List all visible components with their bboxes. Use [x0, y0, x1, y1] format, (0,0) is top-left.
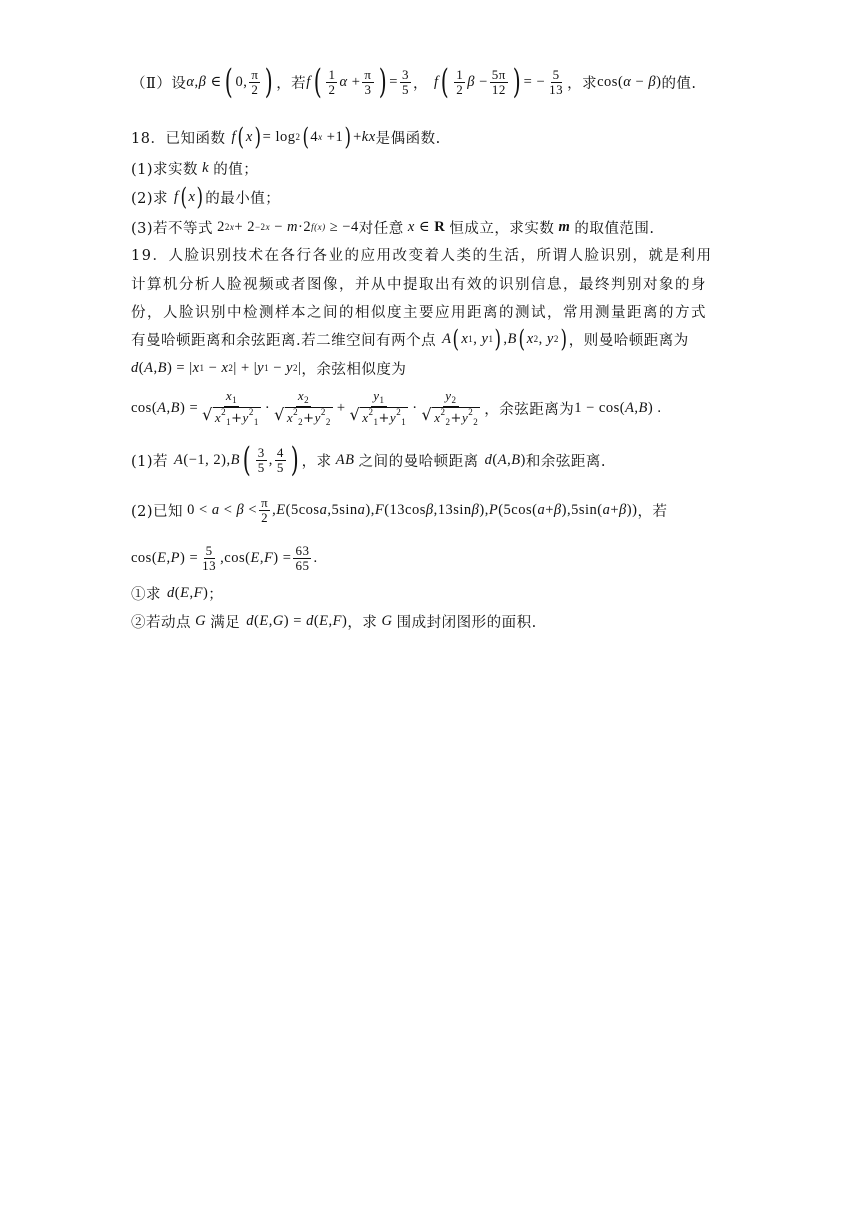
question-18-stem: 18．已知函数 f ( x ) = log 2 ( 4 x +1 ) + kx 是偶函数. — [131, 123, 441, 151]
question-19-line-2 — [131, 270, 731, 296]
question-19-cosine-formula: cos( A , B ) = $x_1$ √ $x^2_1+y^2_1$ · $x_2$ √ $x^2_2+y^2_2$ + $y_1$ √ $x^2_1+y^2_1$ · $y_2$ √ $x^2_2+y^2_2$ ，余弦距离为 1 − cos( A , B ) . — [131, 388, 662, 427]
q19-p1: (1)若 — [131, 453, 169, 470]
q18-stem-a: 18．已知函数 — [131, 130, 226, 147]
question-18-part-2: (2)求 f ( x ) 的最小值； — [131, 183, 281, 211]
q18-p3: (3)若不等式 — [131, 220, 214, 237]
q19-p1-b: ，求 — [301, 453, 332, 470]
q19-line6-b: ，余弦距离为 — [484, 401, 575, 418]
q18-stem-b: 是偶函数. — [375, 130, 441, 147]
q18-p3-c: 恒成立，求实数 — [449, 220, 555, 237]
q18-p2-b: 的最小值； — [205, 190, 281, 207]
question-19-part-1: (1)若 A (−1, 2), B ( $\frac{3}{5}$ , $\frac{4}{5}$ ) ，求 AB 之间的曼哈顿距离 d ( A , B ) 和余弦距离. — [131, 440, 606, 480]
question-18-part-3: (3)若不等式 2 2x + 2 −2x − m ·2 f(x) ≥ −4 对任意 x ∈ R 恒成立，求实数 m 的取值范围. — [131, 218, 655, 237]
q18-p3-d: 的取值范围. — [574, 220, 655, 237]
q19-p1-c: 之间的曼哈顿距离 — [358, 453, 479, 470]
q19-line5-b: ，余弦相似度为 — [301, 361, 407, 378]
q19-line2: 计算机分析人脸视频或者图像，并从中提取出有效的识别信息，最终判别对象的身 — [131, 276, 707, 293]
q18-p1: (1)求实数 — [131, 161, 199, 178]
q19-sub1: ①求 — [131, 586, 161, 603]
question-19-sub-1: ①求 d ( E , F ) ； — [131, 584, 224, 603]
question-19-part-2: (2)已知 0 < a < β < $\frac{\pi}{2}$ , E (5cos a ,5sin a ), F (13cos β ,13sin β ), P (5cos( a + β ),5sin( a + β )) ，若 — [131, 494, 668, 525]
question-19-line-5: d ( A , B ) = | x 1 − x 2 | + | y 1 − y 2 | ，余弦相似度为 — [131, 359, 407, 378]
question-19-line-3 — [131, 298, 731, 324]
q-ii-cond2: ， — [412, 75, 428, 92]
q-ii-ask: ，求 — [567, 75, 598, 92]
question-18-part-1: (1)求实数 k 的值； — [131, 159, 259, 178]
q19-sub2-d: 围成封闭图形的面积. — [396, 614, 537, 631]
q19-line3: 份，人脸识别中检测样本之间的相似度主要应用距离的测试，常用测量距离的方式 — [131, 304, 707, 321]
q-ii-cond1: ，若 — [276, 75, 307, 92]
question-19-line-4: 有曼哈顿距离和余弦距离.若二维空间有两个点 A ( x 1 , y 1 ) , B ( x 2 , y 2 ) ，则曼哈顿距离为 — [131, 325, 689, 353]
q19-p2-b: ，若 — [637, 503, 668, 520]
q19-p1-d: 和余弦距离. — [525, 453, 606, 470]
q19-line1: 19．人脸识别技术在各行各业的应用改变着人类的生活，所谓人脸识别，就是利用 — [131, 247, 713, 264]
question-19-sub-2: ②若动点 G 满足 d ( E , G ) = d ( E , F ) ，求 G 围成封闭图形的面积. — [131, 612, 537, 631]
question-19-part-2-cond: cos( E , P ) = $\frac{5}{13}$ ,cos( E , F ) = $\frac{63}{65}$ . — [131, 542, 318, 573]
q19-p2: (2)已知 — [131, 503, 184, 520]
question-19-line-1 — [131, 241, 731, 267]
question-part-ii: （Ⅱ）设 α , β ∈ ( 0, $\frac{\pi}{2}$ ) ，若 f ( $\frac{1}{2}$ α + $\frac{\pi}{3}$ ) = $\frac{3}{5}$ ， f ( $\frac{1}{2}$ β − $\frac{5\pi}{12}$ ) = − $\frac{5}{13}$ ，求 cos( α − β ) 的值. — [131, 62, 697, 102]
q19-sub2: ②若动点 — [131, 614, 191, 631]
q18-p1-b: 的值； — [213, 161, 259, 178]
q18-p2: (2)求 — [131, 190, 169, 207]
q19-line4-b: ，则曼哈顿距离为 — [568, 332, 689, 349]
q19-sub1-b: ； — [208, 586, 224, 603]
q19-line4: 有曼哈顿距离和余弦距离.若二维空间有两个点 — [131, 332, 437, 349]
q19-sub2-c: ，求 — [347, 614, 378, 631]
q-ii-ask-end: 的值. — [661, 75, 697, 92]
q18-p3-b: 对任意 — [358, 220, 404, 237]
q19-sub2-b: 满足 — [210, 614, 241, 631]
q-ii-prefix: （Ⅱ）设 — [131, 75, 187, 92]
